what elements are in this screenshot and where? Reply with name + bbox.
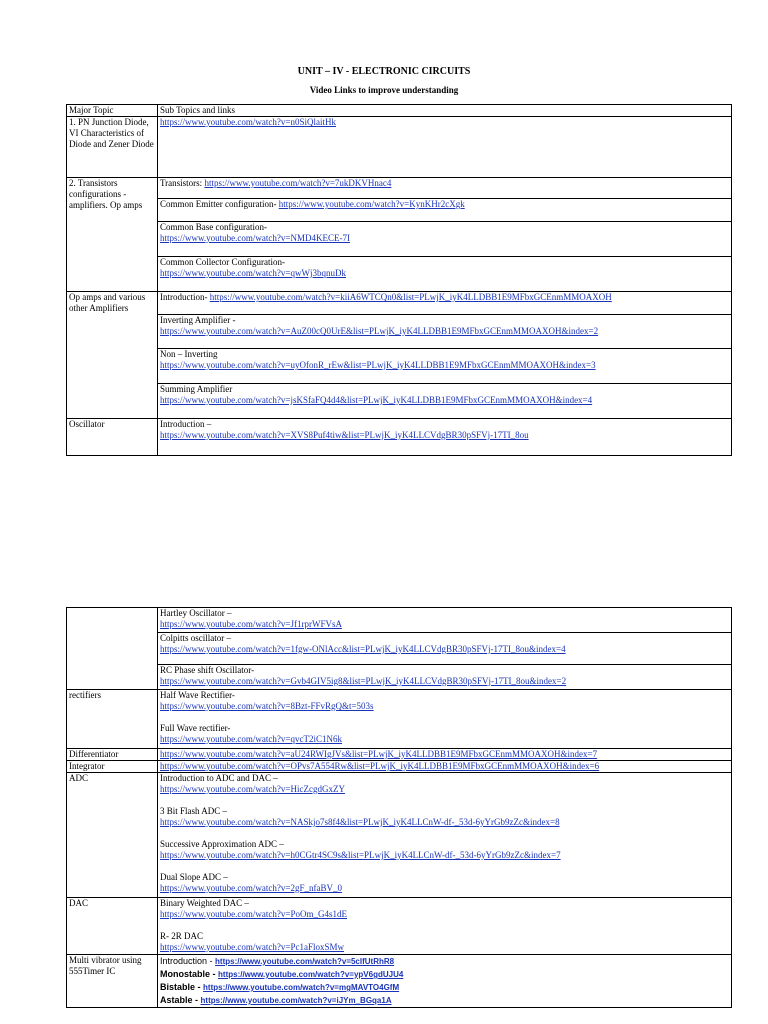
- video-link[interactable]: https://www.youtube.com/watch?v=mgMAVTO4GfM: [203, 983, 400, 992]
- header-major-topic: Major Topic: [67, 105, 158, 117]
- link-label: R- 2R DAC: [160, 931, 204, 941]
- link-label: Monostable -: [160, 969, 216, 979]
- table-row: [67, 955, 732, 1008]
- list-item: [160, 608, 729, 632]
- links-cell: [158, 178, 732, 292]
- list-item: [160, 968, 729, 981]
- link-label: Non – Inverting: [160, 349, 218, 359]
- links-cell: [158, 419, 732, 456]
- topic-cell: Oscillator: [67, 419, 158, 456]
- table-header-row: [67, 105, 732, 117]
- video-link[interactable]: https://www.youtube.com/watch?v=1fgw-ONlAcc&list=PLwjK_iyK4LLCVdgBR30pSFVj-17TI_8ou&index=4: [160, 644, 566, 654]
- link-label: Summing Amplifier: [160, 384, 233, 394]
- links-cell: [158, 773, 732, 898]
- video-link[interactable]: https://www.youtube.com/watch?v=NMD4KECE-7I: [160, 233, 350, 243]
- video-link[interactable]: https://www.youtube.com/watch?v=KynKHr2cXgk: [278, 199, 465, 209]
- link-label: Common Collector Configuration-: [160, 257, 285, 267]
- links-cell: [158, 761, 732, 773]
- links-cell: [158, 955, 732, 1008]
- video-link[interactable]: https://www.youtube.com/watch?v=AuZ00cQ0UrE&list=PLwjK_iyK4LLDBB1E9MFbxGCEnmMMOAXOH&index=2: [160, 326, 599, 336]
- video-link[interactable]: https://www.youtube.com/watch?v=uyOfonR_rEw&list=PLwjK_iyK4LLDBB1E9MFbxGCEnmMMOAXOH&index=3: [160, 360, 596, 370]
- table-row: [67, 178, 732, 292]
- video-link[interactable]: https://www.youtube.com/watch?v=qvcT2iC1N6k: [160, 734, 342, 744]
- link-label: Common Base configuration-: [160, 222, 267, 232]
- video-link[interactable]: https://www.youtube.com/watch?v=qwWj3bqnuDk: [160, 268, 346, 278]
- links-cell: [158, 292, 732, 419]
- link-label: Introduction –: [160, 419, 212, 429]
- page-subtitle: Video Links to improve understanding: [309, 85, 459, 95]
- video-link[interactable]: https://www.youtube.com/watch?v=PoOm_G4s1dE: [160, 909, 347, 919]
- video-link[interactable]: https://www.youtube.com/watch?v=Jf1rprWFVsA: [160, 619, 342, 629]
- video-link[interactable]: https://www.youtube.com/watch?v=2gF_nfaBV_0: [160, 883, 342, 893]
- list-item: [158, 256, 731, 291]
- link-label: Binary Weighted DAC –: [160, 898, 249, 908]
- video-link[interactable]: https://www.youtube.com/watch?v=5cIfUtRhR8: [215, 957, 395, 966]
- topic-cell: Op amps and various other Amplifiers: [67, 292, 158, 419]
- table-row: [67, 690, 732, 749]
- link-label: Successive Approximation ADC –: [160, 839, 284, 849]
- table-row: [67, 608, 732, 690]
- link-label: RC Phase shift Oscillator-: [160, 665, 255, 675]
- topic-cell: 1. PN Junction Diode, VI Characteristics of Diode and Zener Diode: [67, 117, 158, 178]
- list-item: [160, 981, 729, 994]
- link-label: Common Emitter configuration-: [160, 199, 277, 209]
- link-label: Hartley Oscillator –: [160, 608, 232, 618]
- list-item: [160, 994, 729, 1007]
- video-link[interactable]: https://www.youtube.com/watch?v=HicZcgdGxZY: [160, 784, 345, 794]
- table-row: [67, 773, 732, 898]
- link-label: Introduction-: [160, 292, 208, 302]
- links-cell: [158, 117, 732, 178]
- table-row: [67, 419, 732, 456]
- list-item: [160, 955, 729, 968]
- table-row: [67, 761, 732, 773]
- list-item: [158, 198, 731, 221]
- links-cell: [158, 608, 732, 690]
- topic-cell: Multi vibrator using 555Timer IC: [67, 955, 158, 1008]
- video-links-table-1: [66, 104, 732, 456]
- link-label: Full Wave rectifier-: [160, 723, 231, 733]
- video-link[interactable]: https://www.youtube.com/watch?v=aU24RWIgJVs&list=PLwjK_iyK4LLDBB1E9MFbxGCEnmMMOAXOH&index=7: [160, 749, 598, 759]
- list-item: [158, 348, 731, 383]
- link-label: Introduction to ADC and DAC –: [160, 773, 278, 783]
- topic-cell: rectifiers: [67, 690, 158, 749]
- video-link[interactable]: https://www.youtube.com/watch?v=XVS8Puf4tiw&list=PLwjK_iyK4LLCVdgBR30pSFVj-17TI_8ou: [160, 430, 529, 440]
- link-label: 3 Bit Flash ADC –: [160, 806, 228, 816]
- page-title: UNIT – IV - ELECTRONIC CIRCUITS: [297, 66, 471, 77]
- topic-cell: ADC: [67, 773, 158, 898]
- video-link[interactable]: https://www.youtube.com/watch?v=jsKSfaFQ4d4&list=PLwjK_iyK4LLDBB1E9MFbxGCEnmMMOAXOH&index=4: [160, 395, 593, 405]
- list-item: [158, 221, 731, 256]
- video-link[interactable]: https://www.youtube.com/watch?v=Gvb4GIV5ig8&list=PLwjK_iyK4LLCVdgBR30pSFVj-17TI_8ou&index=2: [160, 676, 567, 686]
- video-link[interactable]: https://www.youtube.com/watch?v=OPvs7A554Rw&list=PLwjK_iyK4LLDBB1E9MFbxGCEnmMMOAXOH&index=6: [160, 761, 600, 771]
- list-item: [158, 664, 731, 689]
- video-links-table-2: [66, 607, 732, 1008]
- link-label: Dual Slope ADC –: [160, 872, 228, 882]
- table-row: [67, 898, 732, 955]
- list-item: [160, 292, 729, 314]
- link-label: Transistors:: [160, 178, 203, 188]
- links-cell: [158, 898, 732, 955]
- list-item: [160, 178, 729, 198]
- link-label: Bistable -: [160, 982, 201, 992]
- links-cell: [158, 749, 732, 761]
- link-label: Colpitts oscillator –: [160, 633, 231, 643]
- topic-cell: [67, 608, 158, 690]
- table-row: [67, 117, 732, 178]
- topic-cell: Integrator: [67, 761, 158, 773]
- list-item: [158, 383, 731, 418]
- video-link[interactable]: https://www.youtube.com/watch?v=7ukDKVHnac4: [204, 178, 392, 188]
- link-label: Inverting Amplifier -: [160, 315, 236, 325]
- topic-cell: 2. Transistors configurations - amplifiers. Op amps: [67, 178, 158, 292]
- list-item: [158, 314, 731, 348]
- video-link[interactable]: https://www.youtube.com/watch?v=ypV6gdUJU4: [218, 970, 404, 979]
- video-link[interactable]: https://www.youtube.com/watch?v=Pc1aFloxSMw: [160, 942, 344, 952]
- video-link[interactable]: https://www.youtube.com/watch?v=NASkjo7s8f4&list=PLwjK_iyK4LLCnW-df-_53d-6yYrGb9zZc&index=8: [160, 817, 560, 827]
- video-link[interactable]: https://www.youtube.com/watch?v=n0SiQlaitHk: [160, 117, 336, 127]
- video-link[interactable]: https://www.youtube.com/watch?v=iJYm_BGqa1A: [200, 996, 392, 1005]
- video-link[interactable]: https://www.youtube.com/watch?v=kiiA6WTCQn0&list=PLwjK_iyK4LLDBB1E9MFbxGCEnmMMOAXOH: [209, 292, 612, 302]
- link-label: Half Wave Rectifier-: [160, 690, 235, 700]
- table-row: [67, 292, 732, 419]
- link-label: Introduction -: [160, 956, 213, 966]
- topic-cell: Differentiator: [67, 749, 158, 761]
- header-sub-topics: Sub Topics and links: [158, 105, 732, 117]
- video-link[interactable]: https://www.youtube.com/watch?v=8Bzt-FFvRgQ&t=503s: [160, 701, 374, 711]
- video-link[interactable]: https://www.youtube.com/watch?v=h0CGtr4SC9s&list=PLwjK_iyK4LLCnW-df-_53d-6yYrGb9zZc&index=7: [160, 850, 561, 860]
- topic-cell: DAC: [67, 898, 158, 955]
- table-row: [67, 749, 732, 761]
- list-item: [158, 632, 731, 664]
- link-label: Astable -: [160, 995, 199, 1005]
- links-cell: [158, 690, 732, 749]
